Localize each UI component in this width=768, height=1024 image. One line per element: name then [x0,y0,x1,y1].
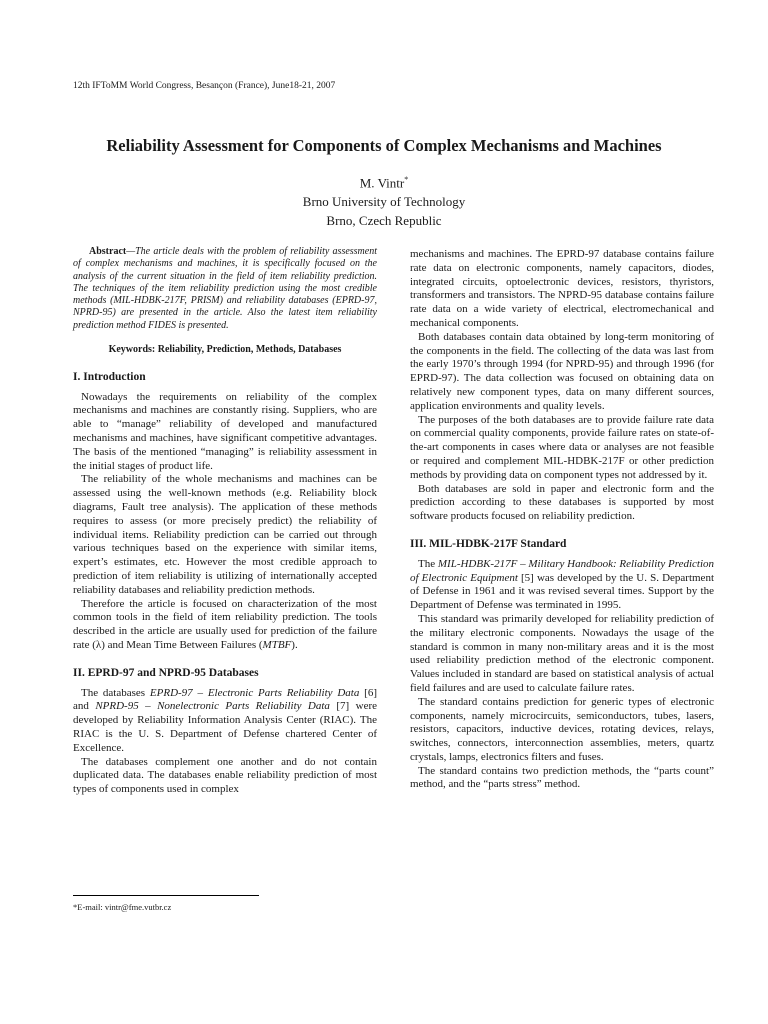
section-heading-databases: II. EPRD-97 and NPRD-95 Databases [73,666,259,679]
abstract-text: The article deals with the problem of reliability assessment of complex mechanisms and machines, it is specifically focused on the analysis of the current situation in the field of item reliability prediction. The techniques of the item reliability prediction using the most credible methods (MIL-HDBK-217F, PRISM) and reliability databases (EPRD-97, NPRD-95) are presented in the article. Also the latest item reliability prediction method FIDES is presented. [73,246,377,331]
paragraph: Both databases contain data obtained by long-term monitoring of the components in the field. The collecting of the data was last from the early 1970’s through 1994 (for NPRD-95) and through 1996 (for EPRD-97). The data collection was focused on obtaining data on relatively new component types, data on many different sources, application environments and quality levels. [410,330,714,412]
section-heading-mil-hdbk: III. MIL-HDBK-217F Standard [410,537,567,550]
paragraph: The databases complement one another and do not contain duplicated data. The databases enable reliability prediction of most types of components used in complex [73,755,377,796]
author-location: Brno, Czech Republic [326,213,442,229]
paragraph: The standard contains prediction for generic types of electronic components, namely microcircuits, semiconductors, tubes, lasers, resistors, capacitors, inductive devices, rotating devices, relays, switches, connectors, interconnection assemblies, meters, quartz crystals, lamps, electronics filters and fuses. [410,695,714,763]
paragraph: The MIL-HDBK-217F – Military Handbook: Reliability Prediction of Electronic Equipment [5] was developed by the U. S. Department of Defense in 1961 and it was revised several times. Support by the Department of Defense was terminated in 1995. [410,557,714,612]
paragraph: Therefore the article is focused on characterization of the most common tools in the field of item reliability prediction. The tools described in the article are usually used for prediction of the failure rate (λ) and Mean Time Between Failures (MTBF). [73,597,377,652]
footnote-divider [73,895,259,896]
paragraph: Nowadays the requirements on reliability of the complex mechanisms and machines are constantly rising. Suppliers, who are able to “manage” reliability of developed and manufactured mechanisms and machines, have significant competitive advantages. The basis of the mentioned “managing” is reliability assessment in the initial stages of product life. [73,390,377,472]
footnote-email: *E-mail: vintr@fme.vutbr.cz [73,902,172,912]
right-column [410,248,714,792]
abstract: Abstract—The article deals with the problem of reliability assessment of complex mechanisms and machines, it is specifically focused on the analysis of the current situation in the field of item reliability prediction. The techniques of the item reliability prediction using the most credible methods (MIL-HDBK-217F, PRISM) and reliability databases (EPRD-97, NPRD-95) are presented in the article. Also the latest item reliability prediction method FIDES is presented. [73,246,377,331]
author-block [0,170,768,230]
paragraph: The reliability of the whole mechanisms and machines can be assessed using the well-known methods (e.g. Reliability block diagrams, Fault tree analysis). The application of these methods requires to assess (or more precisely predict) the reliability of individual items. Reliability prediction can be carried out through various techniques based on the experience with similar items, expert’s estimates, etc. However the most credible approach to prediction of item reliability is utilizing of internationally accepted reliability databases and reliability prediction methods. [73,473,377,596]
left-column [73,246,377,797]
paragraph-continuation: mechanisms and machines. The EPRD-97 database contains failure rate data on electronic components, namely capacitors, diodes, integrated circuits, optoelectronic devices, resistors, thyristors, transformers and transistors. The NPRD-95 database contains failure rate data on a wide variety of electrical, electromechanical and mechanical components. [410,248,714,329]
keywords: Keywords: Reliability, Prediction, Methods, Databases [108,344,342,356]
paragraph: The standard contains two prediction methods, the “parts count” method, and the “parts stress” method. [410,764,714,791]
paragraph: The purposes of the both databases are to provide failure rate data on commercial quality components, provide failure rates on state-of-the-art components in cases where data or analyses are not feasible or required and complement MIL-HDBK-217F or other prediction methods by providing data on component types not addressed by it. [410,413,714,481]
paragraph: The databases EPRD-97 – Electronic Parts Reliability Data [6] and NPRD-95 – Nonelectronic Parts Reliability Data [7] were developed by Reliability Information Analysis Center (RIAC). The RIAC is the U. S. Department of Defense chartered Center of Excellence. [73,686,378,754]
author-affiliation: Brno University of Technology [302,194,466,210]
paragraph: This standard was primarily developed for reliability prediction of the military electronic components. Nowadays the usage of the standard is common in many non-military areas and it is the most used reliability prediction method of the electronic component. Values included in standard are based on statistical analysis of actual field failures and are used to calculate failure rates. [410,612,714,694]
paper-title: Reliability Assessment for Components of Complex Mechanisms and Machines [106,136,662,155]
footnote-mark: * [404,175,409,184]
abstract-label: Abstract [89,246,127,257]
paragraph: Both databases are sold in paper and electronic form and the prediction according to these databases is supported by most software products focused on reliability prediction. [410,482,714,523]
author-name: M. Vintr* [359,175,409,191]
section-heading-introduction: I. Introduction [73,370,146,383]
conference-header: 12th IFToMM World Congress, Besançon (France), June18-21, 2007 [73,81,336,91]
